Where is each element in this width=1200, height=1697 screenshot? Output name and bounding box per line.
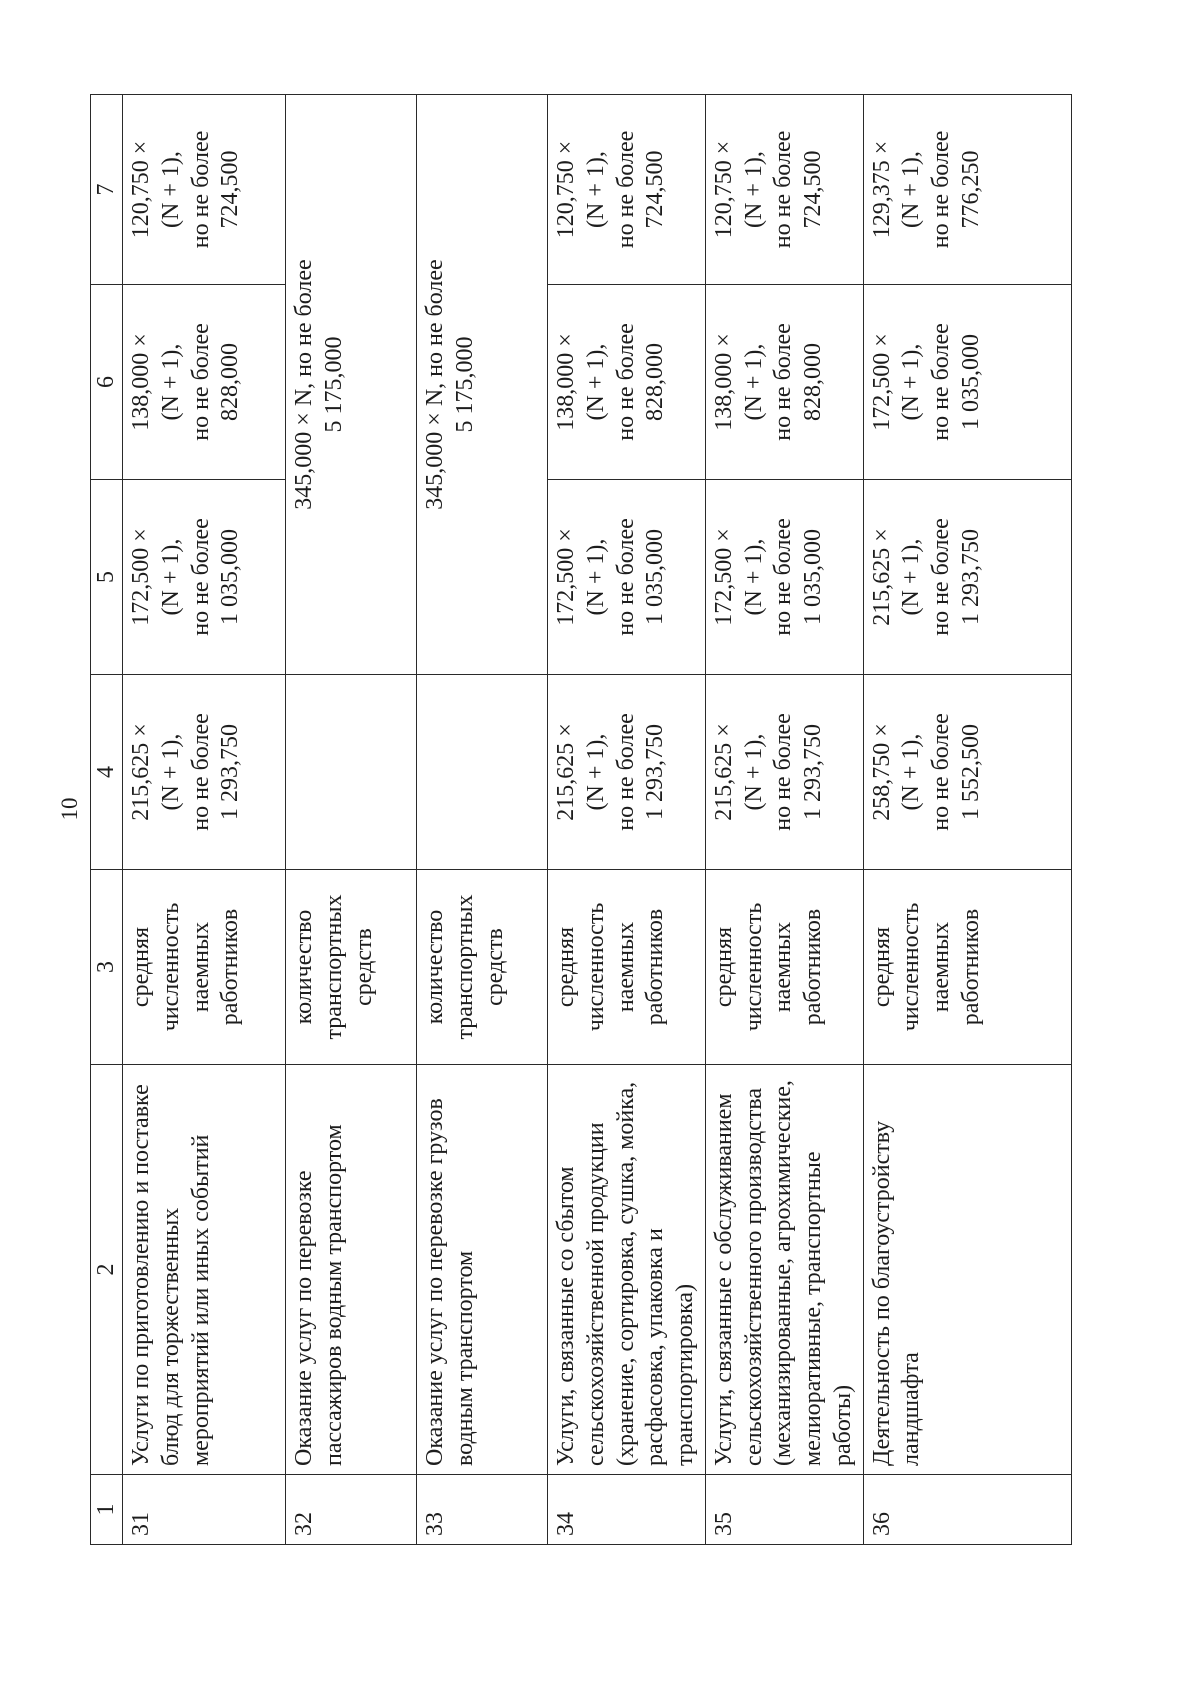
rate-value-col6-line: (N + 1), — [898, 343, 925, 421]
rate-value-col6 — [705, 285, 863, 480]
rate-value-col6 — [863, 285, 1071, 480]
physical-indicator-line: работников — [642, 908, 669, 1026]
merged-rate-value — [417, 95, 548, 675]
rate-value-col4-line: (N + 1), — [582, 733, 609, 811]
rate-value-col6-line: но не более — [770, 323, 797, 441]
table-row — [417, 95, 548, 1545]
activity-name-line: (хранение, сортировка, сушка, мойка, — [612, 1081, 639, 1466]
rate-value-col6-line: (N + 1), — [740, 343, 767, 421]
rate-value-col6-line: 1 035,000 — [957, 334, 984, 430]
physical-indicator-line: средняя — [553, 926, 579, 1008]
activity-name-line: мероприятий или иных событий — [187, 1134, 214, 1466]
rate-value-col4-line: но не более — [770, 713, 797, 831]
physical-indicator-line: численность — [740, 902, 767, 1032]
rate-value-col5 — [123, 480, 286, 675]
merged-rate-value-line: 345,000 × N, но не более — [422, 259, 448, 510]
physical-indicator-line: численность — [582, 902, 609, 1032]
rate-value-col5 — [548, 480, 706, 675]
rate-value-col6-line: но не более — [612, 323, 639, 441]
activity-name-line: сельскохозяйственного производства — [740, 1087, 767, 1466]
rate-value-col5-line: 1 035,000 — [800, 529, 826, 625]
rate-value-col4-line: (N + 1), — [898, 733, 925, 811]
rate-value-col5-line: но не более — [928, 518, 954, 636]
rate-value-col6-line: 172,500 × — [868, 333, 895, 431]
rate-value-col6-line: 828,000 — [800, 343, 826, 421]
rate-value-col4-line: 215,625 × — [710, 723, 737, 821]
rate-value-col5-line: (N + 1), — [740, 538, 767, 616]
physical-indicator-line: средств — [481, 928, 508, 1006]
physical-indicator — [705, 870, 863, 1065]
row-number: 32 — [286, 1475, 417, 1545]
column-header: 7 — [91, 95, 123, 285]
physical-indicator-line: наемных — [187, 921, 214, 1013]
activity-name — [417, 1065, 548, 1475]
table-body — [91, 95, 1072, 1545]
rate-value-col7-line: 776,250 — [957, 150, 984, 229]
column-header: 4 — [91, 675, 123, 870]
activity-name-line: (механизированные, агрохимические, — [770, 1080, 797, 1466]
rate-value-col5-line: 172,500 × — [128, 528, 154, 626]
table-row — [863, 95, 1071, 1545]
rate-value-col4-line: 1 552,500 — [957, 724, 984, 820]
physical-indicator-line: количество — [291, 909, 317, 1025]
rate-value-col7-line: 724,500 — [642, 150, 669, 229]
physical-indicator-line: количество — [422, 909, 448, 1025]
physical-indicator-line: численность — [157, 902, 184, 1032]
rate-value-col7-line: но не более — [612, 130, 639, 249]
activity-name-line: работы) — [829, 1384, 856, 1466]
activity-name-line: Услуги, связанные со сбытом — [553, 1166, 579, 1466]
rate-value-col7-line: (N + 1), — [582, 151, 609, 228]
rate-value-col5-line: но не более — [770, 518, 797, 636]
rate-value-col5-line: (N + 1), — [582, 538, 609, 616]
column-header: 1 — [91, 1475, 123, 1545]
physical-indicator — [286, 870, 417, 1065]
physical-indicator-line: работников — [800, 908, 826, 1026]
physical-indicator — [123, 870, 286, 1065]
activity-name-line: Оказание услуг по перевозке грузов — [422, 1098, 448, 1466]
rate-value-col5-line: 1 035,000 — [217, 529, 244, 625]
empty-cell — [417, 675, 548, 870]
rate-value-col4-line: (N + 1), — [740, 733, 767, 811]
rate-value-col5-line: 215,625 × — [868, 528, 895, 626]
rate-value-col6-line: 828,000 — [642, 343, 669, 421]
rate-value-col5-line: 172,500 × — [710, 528, 737, 626]
rate-value-col4-line: 1 293,750 — [217, 724, 244, 820]
rate-value-col7 — [863, 95, 1071, 285]
rate-value-col7-line: (N + 1), — [157, 151, 184, 228]
rate-value-col7-line: 724,500 — [217, 150, 244, 229]
row-number: 31 — [123, 1475, 286, 1545]
activity-name-line: транспортировка) — [672, 1283, 698, 1466]
page-number: 10 — [57, 797, 82, 821]
rate-value-col5-line: 172,500 × — [553, 528, 579, 626]
rate-value-col7 — [705, 95, 863, 285]
rate-value-col7-line: но не более — [187, 130, 214, 249]
row-number: 33 — [417, 1475, 548, 1545]
activity-name — [286, 1065, 417, 1475]
activity-name — [705, 1065, 863, 1475]
physical-indicator — [417, 870, 548, 1065]
rate-value-col4-line: (N + 1), — [157, 733, 184, 811]
rate-value-col6-line: (N + 1), — [157, 343, 184, 421]
activity-name-line: водным транспортом — [451, 1250, 478, 1466]
rate-value-col5 — [705, 480, 863, 675]
physical-indicator-line: транспортных — [320, 894, 347, 1040]
rate-value-col7-line: 724,500 — [800, 150, 826, 229]
activity-name-line: блюд для торжественных — [157, 1207, 184, 1466]
rate-value-col7-line: (N + 1), — [898, 151, 925, 228]
rates-table — [90, 94, 1072, 1545]
rate-value-col4-line: 215,625 × — [128, 723, 154, 821]
merged-rate-value — [286, 95, 417, 675]
rate-value-col4 — [863, 675, 1071, 870]
rate-value-col4 — [548, 675, 706, 870]
row-number: 36 — [863, 1475, 1071, 1545]
rate-value-col5-line: 1 035,000 — [642, 529, 669, 625]
rate-value-col4-line: 258,750 × — [868, 723, 895, 821]
table-row — [705, 95, 863, 1545]
physical-indicator-line: работников — [217, 908, 244, 1026]
empty-cell — [286, 675, 417, 870]
physical-indicator-line: средств — [350, 928, 377, 1006]
column-header: 2 — [91, 1065, 123, 1475]
column-header: 5 — [91, 480, 123, 675]
rate-value-col4-line: но не более — [928, 713, 954, 831]
activity-name — [123, 1065, 286, 1475]
rate-value-col6-line: 138,000 × — [710, 333, 737, 431]
rate-value-col5-line: (N + 1), — [157, 538, 184, 616]
rate-value-col6 — [123, 285, 286, 480]
rate-value-col7-line: 129,375 × — [868, 140, 895, 239]
activity-name-line: сельскохозяйственной продукции — [582, 1122, 609, 1466]
physical-indicator-line: наемных — [928, 921, 954, 1013]
rate-value-col5-line: 1 293,750 — [957, 529, 984, 625]
physical-indicator-line: средняя — [710, 926, 737, 1008]
rate-value-col5-line: но не более — [612, 518, 639, 636]
physical-indicator-line: наемных — [770, 921, 797, 1013]
row-number: 35 — [705, 1475, 863, 1545]
activity-name-line: Услуги по приготовлению и поставке — [128, 1084, 154, 1466]
physical-indicator-line: средняя — [868, 926, 895, 1008]
rate-value-col6-line: 828,000 — [217, 343, 244, 421]
rate-value-col4-line: 1 293,750 — [800, 724, 826, 820]
rate-value-col7 — [548, 95, 706, 285]
rate-value-col4 — [705, 675, 863, 870]
physical-indicator — [548, 870, 706, 1065]
physical-indicator-line: наемных — [612, 921, 639, 1013]
rate-value-col5-line: (N + 1), — [898, 538, 925, 616]
physical-indicator-line: средняя — [128, 926, 154, 1008]
rate-value-col6-line: но не более — [928, 323, 954, 441]
rate-value-col6-line: (N + 1), — [582, 343, 609, 421]
rate-value-col5 — [863, 480, 1071, 675]
table-row — [286, 95, 417, 1545]
activity-name-line: Оказание услуг по перевозке — [291, 1170, 317, 1466]
activity-name-line: ландшафта — [898, 1352, 925, 1466]
rate-value-col6 — [548, 285, 706, 480]
rate-value-col4 — [123, 675, 286, 870]
physical-indicator — [863, 870, 1071, 1065]
activity-name-line: расфасовка, упаковка и — [642, 1228, 669, 1466]
column-number-row — [91, 95, 123, 1545]
rate-value-col7-line: но не более — [770, 130, 797, 249]
rate-value-col4-line: 215,625 × — [553, 723, 579, 821]
rate-value-col7 — [123, 95, 286, 285]
rate-value-col7-line: 120,750 × — [710, 140, 737, 239]
activity-name-line: Услуги, связанные с обслуживанием — [710, 1093, 737, 1466]
table-row — [123, 95, 286, 1545]
rate-value-col7-line: 120,750 × — [128, 140, 154, 239]
rate-value-col6-line: 138,000 × — [553, 333, 579, 431]
physical-indicator-line: численность — [898, 902, 925, 1032]
physical-indicator-line: транспортных — [451, 894, 478, 1040]
physical-indicator-line: работников — [957, 908, 984, 1026]
activity-name-line: пассажиров водным транспортом — [320, 1124, 347, 1466]
activity-name — [548, 1065, 706, 1475]
rate-value-col5-line: но не более — [187, 518, 214, 636]
activity-name — [863, 1065, 1071, 1475]
merged-rate-value-line: 5 175,000 — [451, 336, 478, 433]
merged-rate-value-line: 345,000 × N, но не более — [291, 259, 317, 510]
rate-value-col7-line: (N + 1), — [740, 151, 767, 228]
table-row — [548, 95, 706, 1545]
column-header: 3 — [91, 870, 123, 1065]
rotated-table-frame — [90, 95, 1055, 1545]
activity-name-line: мелиоративные, транспортные — [800, 1151, 826, 1466]
rate-value-col6-line: но не более — [187, 323, 214, 441]
rate-value-col7-line: 120,750 × — [553, 140, 579, 239]
activity-name-line: Деятельность по благоустройству — [868, 1120, 895, 1466]
rate-value-col7-line: но не более — [928, 130, 954, 249]
row-number: 34 — [548, 1475, 706, 1545]
rate-value-col6-line: 138,000 × — [128, 333, 154, 431]
column-header: 6 — [91, 285, 123, 480]
rate-value-col4-line: но не более — [612, 713, 639, 831]
rate-value-col4-line: 1 293,750 — [642, 724, 669, 820]
rate-value-col4-line: но не более — [187, 713, 214, 831]
merged-rate-value-line: 5 175,000 — [320, 336, 347, 433]
